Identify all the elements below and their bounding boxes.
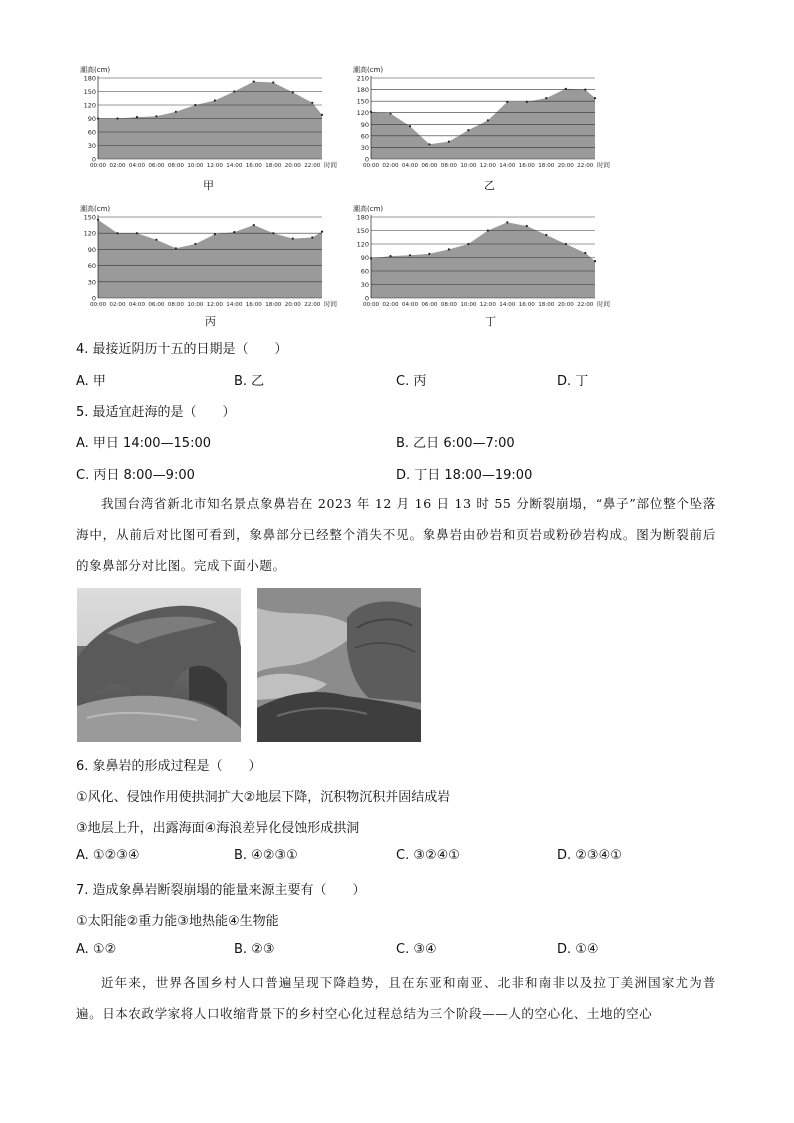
x-axis-label: 时间 <box>324 161 337 169</box>
tide-point <box>584 252 586 254</box>
rock-collapsed-image <box>257 588 421 742</box>
tide-chart-jia-svg <box>80 64 350 179</box>
y-tick-label: 90 <box>360 254 369 262</box>
y-tick-label: 0 <box>91 294 96 303</box>
tide-point <box>292 91 294 93</box>
x-tick-label: 02:00 <box>382 163 399 169</box>
tide-point <box>214 99 216 101</box>
y-tick-label: 90 <box>87 115 96 123</box>
tide-point <box>545 234 547 236</box>
tide-point <box>389 112 391 114</box>
y-tick-label: 180 <box>356 86 369 95</box>
x-tick-label: 12:00 <box>206 302 223 308</box>
q4-option-d[interactable]: D. 丁 <box>557 374 589 389</box>
y-tick-label: 0 <box>91 155 96 164</box>
passage-rural-hollowing: 近年来，世界各国乡村人口普遍呈现下降趋势，且在东亚和南亚、北非和南非以及拉丁美洲国家尤为普遍。日本农政学家将人口收缩背景下的乡村空心化过程总结为三个阶段——人的空心化、土地的空心 <box>76 975 716 1021</box>
x-tick-label: 20:00 <box>284 302 301 308</box>
y-tick-label: 30 <box>360 143 369 152</box>
tide-point <box>506 101 508 103</box>
y-tick-label: 30 <box>87 278 96 287</box>
y-tick-label: 30 <box>87 142 96 150</box>
tide-point <box>565 243 567 245</box>
y-tick-label: 0 <box>364 155 369 164</box>
x-tick-label: 10:00 <box>460 163 477 169</box>
tide-point <box>448 248 450 250</box>
x-tick-label: 04:00 <box>128 163 146 169</box>
photo-elephant-rock-after <box>257 588 421 742</box>
x-tick-label: 02:00 <box>382 302 399 308</box>
tide-point <box>526 225 528 227</box>
y-tick-label: 150 <box>356 97 369 106</box>
tide-point <box>253 224 255 226</box>
y-tick-label: 180 <box>356 213 369 222</box>
x-axis-label: 时间 <box>597 300 610 308</box>
x-tick-label: 06:00 <box>421 163 438 169</box>
x-tick-label: 10:00 <box>187 302 204 308</box>
tide-point <box>97 219 99 221</box>
x-tick-label: 14:00 <box>226 302 243 308</box>
x-tick-label: 22:00 <box>304 163 321 169</box>
tide-point <box>428 143 430 145</box>
tide-area <box>98 82 322 159</box>
question-6-stem: 6. 象鼻岩的形成过程是（ ） <box>76 759 262 774</box>
q5-option-b[interactable]: B. 乙日 6:00—7:00 <box>396 436 515 451</box>
tide-point <box>487 119 489 121</box>
tide-point <box>565 88 567 90</box>
q6-statement-line-2: ③地层上升，出露海面④海浪差异化侵蚀形成拱洞 <box>76 821 360 836</box>
x-tick-label: 14:00 <box>226 163 243 169</box>
x-tick-label: 12:00 <box>206 163 223 169</box>
y-tick-label: 180 <box>83 74 96 83</box>
q6-option-c[interactable]: C. ③②④① <box>396 848 460 863</box>
x-tick-label: 00:00 <box>362 302 380 308</box>
tide-point <box>253 81 255 83</box>
y-tick-label: 120 <box>83 101 96 110</box>
x-tick-label: 16:00 <box>518 302 535 308</box>
tide-area <box>371 89 595 159</box>
tide-chart-ding <box>353 203 623 318</box>
q7-option-a[interactable]: A. ①② <box>76 942 117 957</box>
tide-chart-yi <box>353 64 623 179</box>
x-tick-label: 10:00 <box>460 302 477 308</box>
tide-point <box>409 125 411 127</box>
x-tick-label: 00:00 <box>89 163 107 169</box>
chart-caption-bing: 丙 <box>205 315 216 328</box>
tide-point <box>428 253 430 255</box>
x-tick-label: 00:00 <box>362 163 380 169</box>
tide-point <box>97 117 99 119</box>
tide-point <box>409 254 411 256</box>
tide-point <box>506 221 508 223</box>
x-tick-label: 04:00 <box>128 302 146 308</box>
q6-option-a[interactable]: A. ①②③④ <box>76 848 140 863</box>
q4-option-a[interactable]: A. 甲 <box>76 374 106 389</box>
y-tick-label: 120 <box>356 240 369 249</box>
x-tick-label: 06:00 <box>421 302 438 308</box>
y-tick-label: 120 <box>83 229 96 238</box>
tide-point <box>136 116 138 118</box>
x-tick-label: 14:00 <box>499 163 516 169</box>
question-5-stem: 5. 最适宜赶海的是（ ） <box>76 405 236 420</box>
x-tick-label: 18:00 <box>265 163 282 169</box>
q7-statement-line-1: ①太阳能②重力能③地热能④生物能 <box>76 914 279 929</box>
chart-caption-ding: 丁 <box>485 315 496 328</box>
x-tick-label: 12:00 <box>479 302 496 308</box>
tide-point <box>194 243 196 245</box>
x-tick-label: 08:00 <box>167 163 184 169</box>
q6-statement-line-1: ①风化、侵蚀作用使拱洞扩大②地层下降，沉积物沉积并固结成岩 <box>76 790 451 805</box>
tide-point <box>194 104 196 106</box>
q4-option-c[interactable]: C. 丙 <box>396 374 427 389</box>
tide-chart-yi-svg <box>353 64 623 179</box>
y-axis-label: 潮高(cm) <box>80 66 111 74</box>
tide-point <box>311 236 313 238</box>
tide-point <box>594 260 596 262</box>
x-axis-label: 时间 <box>324 300 337 308</box>
x-tick-label: 20:00 <box>557 302 574 308</box>
tide-point <box>136 232 138 234</box>
y-tick-label: 0 <box>364 294 369 303</box>
x-tick-label: 08:00 <box>440 163 457 169</box>
y-tick-label: 120 <box>356 109 369 118</box>
q5-option-a[interactable]: A. 甲日 14:00—15:00 <box>76 436 211 451</box>
tide-point <box>321 231 323 233</box>
x-tick-label: 18:00 <box>538 302 555 308</box>
x-tick-label: 22:00 <box>577 302 594 308</box>
tide-point <box>370 111 372 113</box>
y-tick-label: 60 <box>87 262 96 271</box>
tide-point <box>155 115 157 117</box>
x-tick-label: 04:00 <box>401 302 419 308</box>
tide-chart-bing-svg <box>80 203 350 318</box>
x-tick-label: 06:00 <box>148 302 165 308</box>
rock-arch-image <box>77 588 241 742</box>
tide-point <box>272 232 274 234</box>
tide-chart-bing <box>80 203 350 318</box>
tide-point <box>370 257 372 259</box>
tide-point <box>311 102 313 104</box>
tide-chart-jia <box>80 64 350 179</box>
tide-point <box>594 97 596 99</box>
tide-point <box>487 229 489 231</box>
y-tick-label: 210 <box>356 74 369 83</box>
tide-point <box>467 243 469 245</box>
q7-option-b[interactable]: B. ②③ <box>234 942 275 957</box>
chart-caption-jia: 甲 <box>203 179 214 192</box>
x-tick-label: 08:00 <box>167 302 184 308</box>
x-tick-label: 16:00 <box>518 163 535 169</box>
passage-elephant-rock: 我国台湾省新北市知名景点象鼻岩在 2023 年 12 月 16 日 13 时 55 分断裂崩塌，“鼻子”部位整个坠落海中，从前后对比图可看到，象鼻部分已经整个消失不见。象鼻岩由砂岩和页岩或粉砂岩构成。图为断裂前后的象鼻部分对比图。完成下面小题。 <box>76 496 716 573</box>
x-tick-label: 20:00 <box>557 163 574 169</box>
tide-point <box>116 117 118 119</box>
x-axis-label: 时间 <box>597 161 610 169</box>
tide-area <box>371 222 595 298</box>
q6-option-b[interactable]: B. ④②③① <box>234 848 298 863</box>
x-tick-label: 08:00 <box>440 302 457 308</box>
tide-area <box>98 220 322 298</box>
q6-option-d[interactable]: D. ②③④① <box>557 848 622 863</box>
x-tick-label: 16:00 <box>245 302 262 308</box>
photo-elephant-rock-before <box>77 588 241 742</box>
x-tick-label: 02:00 <box>109 302 126 308</box>
question-4-stem: 4. 最接近阴历十五的日期是（ ） <box>76 342 288 357</box>
y-tick-label: 90 <box>87 245 96 254</box>
y-tick-label: 150 <box>83 213 96 222</box>
tide-chart-ding-svg <box>353 203 623 318</box>
chart-caption-yi: 乙 <box>484 179 495 192</box>
q5-option-d[interactable]: D. 丁日 18:00—19:00 <box>396 468 533 483</box>
y-tick-label: 90 <box>360 120 369 129</box>
tide-point <box>214 233 216 235</box>
y-tick-label: 60 <box>360 132 369 141</box>
tide-point <box>233 231 235 233</box>
x-tick-label: 18:00 <box>265 302 282 308</box>
tide-point <box>155 239 157 241</box>
tide-point <box>292 238 294 240</box>
y-tick-label: 60 <box>87 128 96 137</box>
tide-point <box>272 81 274 83</box>
question-7-stem: 7. 造成象鼻岩断裂崩塌的能量来源主要有（ ） <box>76 883 366 898</box>
x-tick-label: 10:00 <box>187 163 204 169</box>
tide-point <box>389 255 391 257</box>
q7-option-d[interactable]: D. ①④ <box>557 942 599 957</box>
tide-point <box>233 90 235 92</box>
y-axis-label: 潮高(cm) <box>353 205 384 213</box>
tide-point <box>116 232 118 234</box>
y-axis-label: 潮高(cm) <box>353 66 384 74</box>
y-tick-label: 60 <box>360 267 369 276</box>
x-tick-label: 16:00 <box>245 163 262 169</box>
q7-option-c[interactable]: C. ③④ <box>396 942 437 957</box>
tide-point <box>584 89 586 91</box>
x-tick-label: 20:00 <box>284 163 301 169</box>
x-tick-label: 22:00 <box>304 302 321 308</box>
tide-point <box>175 111 177 113</box>
x-tick-label: 06:00 <box>148 163 165 169</box>
tide-point <box>467 129 469 131</box>
tide-point <box>448 141 450 143</box>
x-tick-label: 14:00 <box>499 302 516 308</box>
x-tick-label: 12:00 <box>479 163 496 169</box>
tide-point <box>175 247 177 249</box>
y-axis-label: 潮高(cm) <box>80 205 111 213</box>
tide-point <box>526 101 528 103</box>
x-tick-label: 02:00 <box>109 163 126 169</box>
x-tick-label: 22:00 <box>577 163 594 169</box>
q5-option-c[interactable]: C. 丙日 8:00—9:00 <box>76 468 195 483</box>
y-tick-label: 30 <box>360 281 369 289</box>
x-tick-label: 18:00 <box>538 163 555 169</box>
tide-point <box>321 114 323 116</box>
y-tick-label: 150 <box>356 227 369 235</box>
x-tick-label: 04:00 <box>401 163 419 169</box>
q4-option-b[interactable]: B. 乙 <box>234 374 265 389</box>
x-tick-label: 00:00 <box>89 302 107 308</box>
y-tick-label: 150 <box>83 88 96 96</box>
tide-point <box>545 97 547 99</box>
